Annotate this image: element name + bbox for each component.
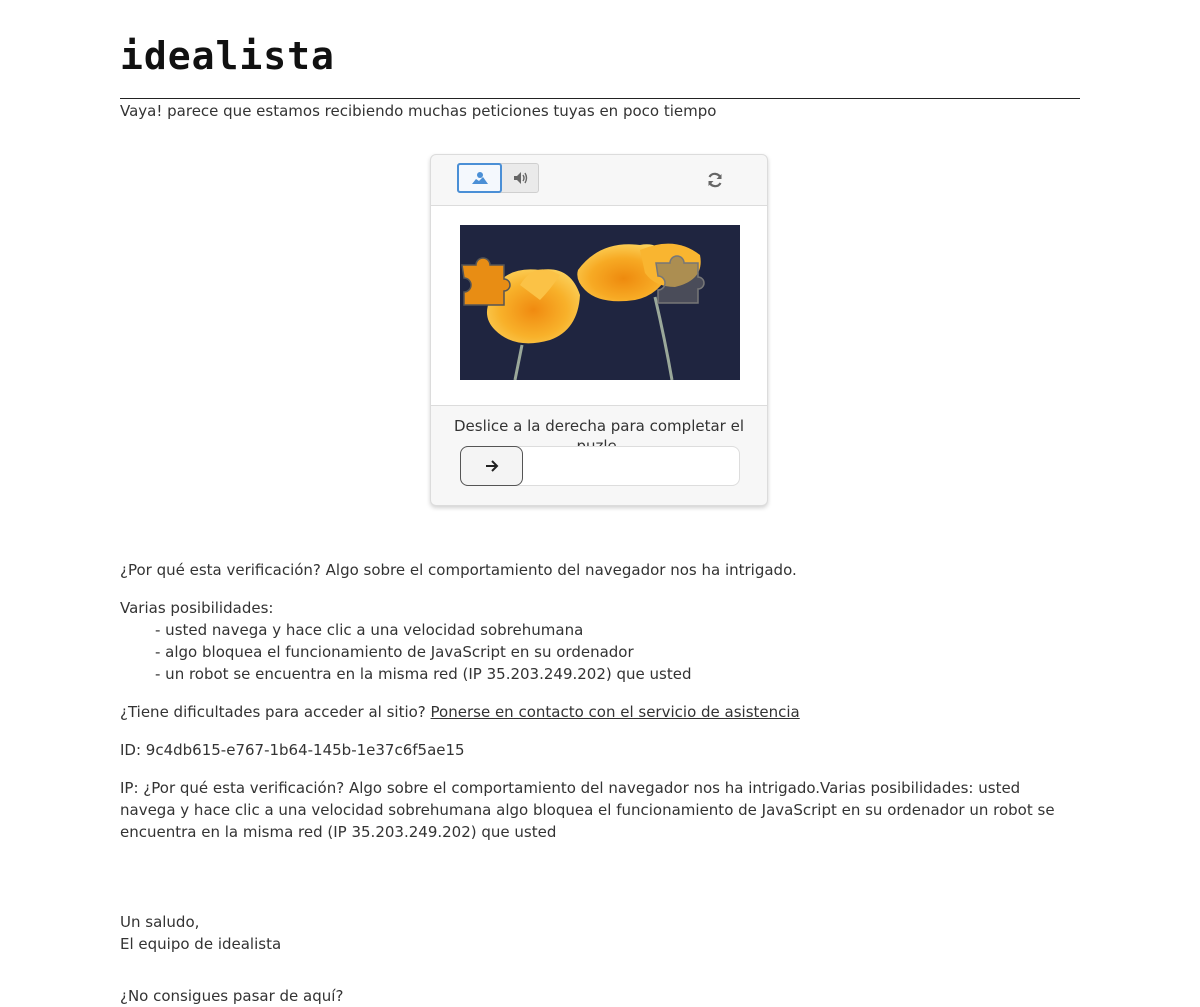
refresh-button[interactable] bbox=[705, 170, 725, 190]
captcha-instruction: Deslice a la derecha para completar el bbox=[454, 417, 744, 435]
captcha-mode-toggle bbox=[457, 163, 539, 193]
possibility-item: - usted navega y hace clic a una velocidad sobrehumana bbox=[155, 621, 584, 639]
difficulty-text: ¿Tiene dificultades para acceder al sitio? bbox=[120, 703, 426, 721]
possibilities-block bbox=[120, 597, 692, 685]
image-mode-button[interactable] bbox=[457, 163, 502, 193]
support-link[interactable]: Ponerse en contacto con el servicio de asistencia bbox=[430, 703, 800, 721]
idealista-logo[interactable]: idealista bbox=[120, 34, 335, 78]
audio-mode-button[interactable] bbox=[502, 163, 539, 193]
possibility-item: - un robot se encuentra en la misma red (IP 35.203.249.202) que usted bbox=[155, 665, 692, 683]
page-subtitle: Vaya! parece que estamos recibiendo muchas peticiones tuyas en poco tiempo bbox=[120, 102, 717, 120]
request-id: ID: 9c4db615-e767-1b64-145b-1e37c6f5ae15 bbox=[120, 741, 465, 759]
poppy-flowers-image bbox=[460, 225, 740, 380]
arrow-right-icon bbox=[485, 460, 499, 472]
ip-text: IP: ¿Por qué esta verificación? Algo sobre el comportamiento del navegador nos ha intrigado.Varias posibilidades: usted navega y hace clic a una velocidad sobrehumana algo bloquea el funcionamiento de JavaScript en su ordenador un robot se encuentra en la misma red (IP 35.203.249.202) que usted bbox=[120, 779, 1055, 841]
signature bbox=[120, 911, 281, 955]
refresh-icon bbox=[706, 171, 724, 189]
speaker-icon bbox=[513, 171, 529, 185]
cant-pass-heading: ¿No consigues pasar de aquí? bbox=[120, 987, 344, 1005]
header-divider bbox=[120, 98, 1080, 99]
captcha-toolbar bbox=[431, 155, 767, 206]
puzzle-image bbox=[460, 225, 740, 380]
possibility-item: - algo bloquea el funcionamiento de JavaScript en su ordenador bbox=[155, 643, 634, 661]
slider-track[interactable] bbox=[460, 446, 740, 486]
why-text: ¿Por qué esta verificación? Algo sobre el comportamiento del navegador nos ha intrigado. bbox=[120, 561, 797, 579]
image-icon bbox=[471, 171, 489, 185]
captcha-widget bbox=[430, 154, 768, 506]
difficulty-line bbox=[120, 701, 800, 723]
possibilities-title: Varias posibilidades: bbox=[120, 599, 274, 617]
greeting: Un saludo, bbox=[120, 913, 200, 931]
team-name: El equipo de idealista bbox=[120, 935, 282, 953]
slider-handle[interactable] bbox=[460, 446, 523, 486]
captcha-image-area bbox=[431, 206, 767, 406]
